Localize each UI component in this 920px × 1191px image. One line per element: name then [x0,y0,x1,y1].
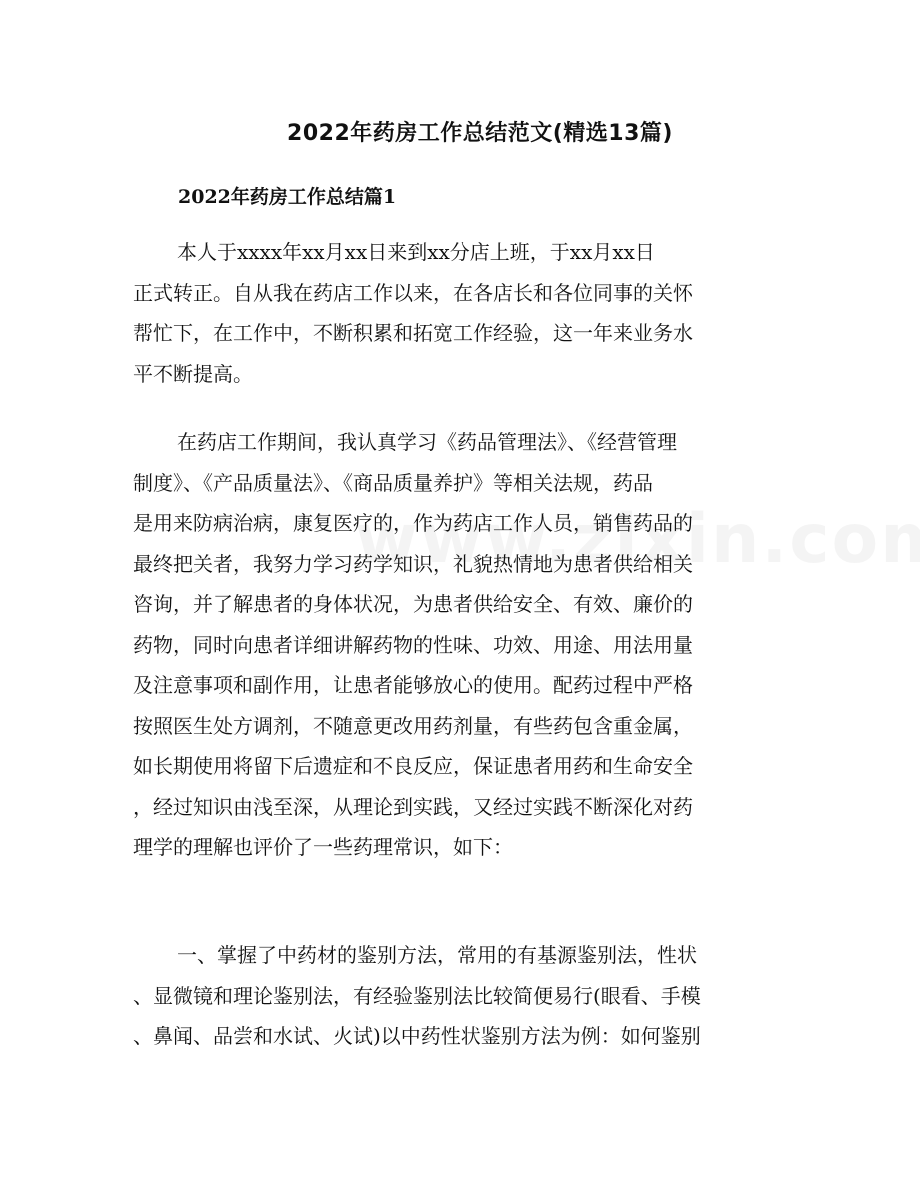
paragraph-line: ，经过知识由浅至深，从理论到实践，又经过实践不断深化对药 [133,794,693,819]
paragraph-line: 药物，同时向患者详细讲解药物的性味、功效、用途、用法用量 [133,632,693,657]
paragraph-line: 及注意事项和副作用，让患者能够放心的使用。配药过程中严格 [133,673,693,697]
paragraph-1 [133,232,788,394]
paragraph-line: 、显微镜和理论鉴别法，有经验鉴别法比较简便易行(眼看、手模 [133,983,701,1008]
paragraph-line: 按照医生处方调剂，不随意更改用药剂量，有些药包含重金属， [133,713,693,738]
paragraph-line: 在药店工作期间，我认真学习《药品管理法》、《经营管理 [177,430,677,454]
paragraph-line: 是用来防病治病，康复医疗的，作为药店工作人员，销售药品的 [133,511,693,535]
paragraph-2 [133,422,788,868]
document-title: 2022年药房工作总结范文(精选13篇) [287,121,673,146]
paragraph-line: 本人于xxxx年xx月xx日来到xx分店上班，于xx月xx日 [177,240,655,264]
paragraph-3 [133,935,788,1057]
section-heading: 2022年药房工作总结篇1 [178,186,397,208]
paragraph-line: 帮忙下，在工作中，不断积累和拓宽工作经验，这一年来业务水 [133,321,693,345]
paragraph-line: 如长期使用将留下后遗症和不良反应，保证患者用药和生命安全 [133,754,693,778]
paragraph-line: 理学的理解也评价了一些药理常识，如下： [133,835,513,859]
paragraph-line: 制度》、《产品质量法》、《商品质量养护》等相关法规，药品 [133,470,653,495]
paragraph-line: 正式转正。自从我在药店工作以来，在各店长和各位同事的关怀 [133,280,693,305]
paragraph-line: 平不断提高。 [133,361,253,386]
paragraph-line: 咨询，并了解患者的身体状况，为患者供给安全、有效、廉价的 [133,592,693,616]
paragraph-line: 一、掌握了中药材的鉴别方法，常用的有基源鉴别法，性状 [177,943,697,967]
paragraph-line: 、鼻闻、品尝和水试、火试)以中药性状鉴别方法为例：如何鉴别 [133,1024,701,1048]
paragraph-line: 最终把关者，我努力学习药学知识，礼貌热情地为患者供给相关 [133,551,693,576]
